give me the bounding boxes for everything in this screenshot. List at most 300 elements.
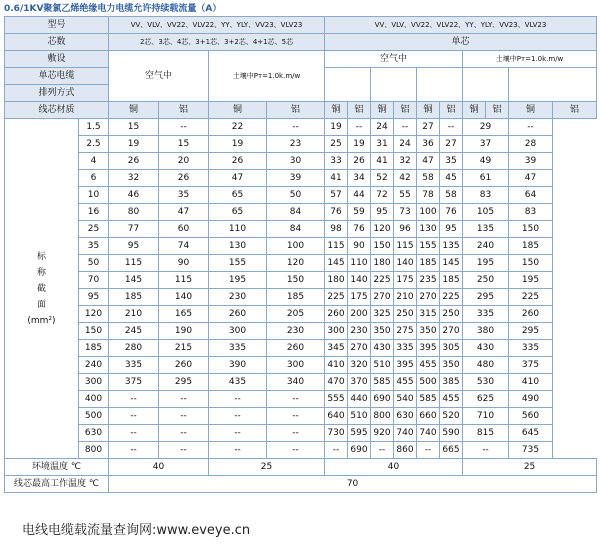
current-value: 28 [509, 136, 553, 153]
current-value: 36 [417, 136, 440, 153]
cross-section-value: 240 [79, 357, 109, 374]
current-value: 24 [371, 119, 394, 136]
current-value: 95 [440, 221, 463, 238]
arrangement-diagram-2 [371, 68, 417, 102]
table-row [5, 204, 597, 221]
footer-note: 电线电缆载流量查询网:www.eveye.cn [22, 523, 251, 538]
current-value: 115 [394, 238, 417, 255]
aluminum-label: 铝 [394, 102, 417, 119]
current-value: 585 [371, 374, 394, 391]
current-value: -- [325, 442, 348, 459]
current-value: 240 [463, 238, 509, 255]
table-row [5, 306, 597, 323]
current-value: 35 [440, 153, 463, 170]
current-value: 375 [109, 374, 159, 391]
arrangement-diagram-4 [463, 68, 509, 102]
arrangement-label-1: 单芯电缆 [5, 68, 109, 85]
current-value: 19 [109, 136, 159, 153]
copper-label: 铜 [325, 102, 348, 119]
current-value: 150 [371, 238, 394, 255]
ambient-row [5, 459, 597, 476]
current-value: 225 [509, 289, 553, 306]
current-value: 64 [509, 187, 553, 204]
cross-section-value: 95 [79, 289, 109, 306]
current-value: 730 [325, 425, 348, 442]
cross-section-value: 300 [79, 374, 109, 391]
current-value: 595 [348, 425, 371, 442]
current-value: 510 [371, 357, 394, 374]
table-row [5, 119, 597, 136]
cores-right: 单芯 [325, 34, 597, 51]
current-value: 205 [267, 306, 325, 323]
current-value: 145 [109, 272, 159, 289]
cross-section-value: 120 [79, 306, 109, 323]
table-row [5, 136, 597, 153]
current-value: -- [440, 119, 463, 136]
cross-section-value: 1.5 [79, 119, 109, 136]
current-value: -- [159, 425, 209, 442]
current-value: 37 [463, 136, 509, 153]
aluminum-label: 铝 [553, 102, 597, 119]
current-value: 215 [159, 340, 209, 357]
table-row [5, 238, 597, 255]
current-value: 250 [463, 272, 509, 289]
current-value: 275 [394, 323, 417, 340]
copper-label: 铜 [463, 102, 486, 119]
current-value: 58 [417, 170, 440, 187]
current-value: 140 [348, 272, 371, 289]
table-row [5, 374, 597, 391]
ampacity-table [4, 16, 597, 493]
current-value: 410 [509, 374, 553, 391]
current-value: 295 [159, 374, 209, 391]
cross-section-value: 16 [79, 204, 109, 221]
current-value: 39 [267, 170, 325, 187]
current-value: 370 [348, 374, 371, 391]
cross-section-value: 70 [79, 272, 109, 289]
current-value: 58 [440, 187, 463, 204]
current-value: 410 [325, 357, 348, 374]
current-value: 740 [394, 425, 417, 442]
cross-section-value: 400 [79, 391, 109, 408]
current-value: 78 [417, 187, 440, 204]
ambient-value: 25 [209, 459, 325, 476]
current-value: 195 [209, 272, 267, 289]
ambient-label: 环境温度 ℃ [5, 459, 109, 476]
section-label-char: 截 [36, 283, 46, 294]
current-value: 33 [325, 153, 348, 170]
current-value: 76 [348, 221, 371, 238]
cross-section-value: 150 [79, 323, 109, 340]
current-value: -- [417, 442, 440, 459]
current-value: 645 [509, 425, 553, 442]
current-value: 395 [394, 357, 417, 374]
cross-section-value: 4 [79, 153, 109, 170]
current-value: 60 [159, 221, 209, 238]
current-value: 76 [440, 204, 463, 221]
current-value: 65 [209, 204, 267, 221]
ambient-value: 40 [109, 459, 209, 476]
model-right: VV、VLV、VV22、VLV22、YY、YLY、VV23、VLV23 [325, 17, 597, 34]
current-value: -- [109, 408, 159, 425]
cross-section-value: 6 [79, 170, 109, 187]
current-value: 32 [109, 170, 159, 187]
table-row [5, 153, 597, 170]
air-right: 空气中 [325, 51, 463, 68]
current-value: 455 [417, 357, 440, 374]
current-value: -- [109, 391, 159, 408]
current-value: 350 [371, 323, 394, 340]
current-value: 815 [463, 425, 509, 442]
current-value: 35 [159, 187, 209, 204]
current-value: 84 [267, 221, 325, 238]
table-row [5, 442, 597, 459]
copper-label: 铜 [109, 102, 159, 119]
ambient-value: 25 [463, 459, 597, 476]
current-value: 155 [417, 238, 440, 255]
cross-section-value: 500 [79, 408, 109, 425]
current-value: 150 [509, 221, 553, 238]
current-value: 225 [440, 289, 463, 306]
current-value: 49 [463, 153, 509, 170]
current-value: 210 [394, 289, 417, 306]
current-value: 19 [209, 136, 267, 153]
current-value: 640 [325, 408, 348, 425]
model-left: VV、VLV、VV22、VLV22、YY、YLY、VV23、VLV23 [109, 17, 325, 34]
current-value: 260 [209, 306, 267, 323]
current-value: 105 [463, 204, 509, 221]
current-value: 490 [509, 391, 553, 408]
current-value: -- [267, 425, 325, 442]
current-value: 73 [394, 204, 417, 221]
current-value: 83 [463, 187, 509, 204]
current-value: 335 [463, 306, 509, 323]
table-row [5, 340, 597, 357]
current-value: 100 [267, 238, 325, 255]
arrangement-diagram-3 [417, 68, 463, 102]
aluminum-label: 铝 [159, 102, 209, 119]
page-title: 0.6/1KV聚氯乙烯绝缘电力电缆允许持续载流量（A） [4, 4, 222, 14]
current-value: 740 [417, 425, 440, 442]
current-value: -- [267, 391, 325, 408]
current-value: 340 [267, 374, 325, 391]
current-value: 52 [371, 170, 394, 187]
current-value: 335 [209, 340, 267, 357]
current-value: 585 [417, 391, 440, 408]
current-value: 120 [267, 255, 325, 272]
table-row [5, 272, 597, 289]
current-value: 46 [109, 187, 159, 204]
current-value: 300 [209, 323, 267, 340]
table-row [5, 221, 597, 238]
current-value: 230 [267, 323, 325, 340]
max-temp-value: 70 [109, 476, 597, 493]
current-value: -- [463, 442, 509, 459]
current-value: 920 [371, 425, 394, 442]
header-row-cores [5, 34, 597, 51]
current-value: -- [159, 119, 209, 136]
cross-section-value: 185 [79, 340, 109, 357]
current-value: -- [267, 119, 325, 136]
current-value: 660 [417, 408, 440, 425]
current-value: 90 [159, 255, 209, 272]
header-row-laying [5, 51, 597, 68]
current-value: 295 [509, 323, 553, 340]
current-value: 455 [394, 374, 417, 391]
current-value: 31 [371, 136, 394, 153]
current-value: 350 [417, 323, 440, 340]
table-row [5, 425, 597, 442]
current-value: 175 [348, 289, 371, 306]
current-value: 150 [509, 255, 553, 272]
current-value: 42 [394, 170, 417, 187]
current-value: -- [109, 425, 159, 442]
current-value: -- [159, 408, 209, 425]
current-value: 270 [371, 289, 394, 306]
current-value: -- [209, 391, 267, 408]
current-value: 200 [348, 306, 371, 323]
current-value: 145 [325, 255, 348, 272]
current-value: 19 [325, 119, 348, 136]
current-value: -- [159, 391, 209, 408]
current-value: 95 [109, 238, 159, 255]
max-temp-label: 线芯最高工作温度 ℃ [5, 476, 109, 493]
current-value: 90 [348, 238, 371, 255]
current-value: 630 [394, 408, 417, 425]
current-value: 19 [348, 136, 371, 153]
section-label-char: (mm²) [27, 315, 56, 326]
current-value: 110 [209, 221, 267, 238]
current-value: 325 [371, 306, 394, 323]
current-value: 345 [325, 340, 348, 357]
air-left: 空气中 [109, 51, 209, 102]
current-value: 185 [109, 289, 159, 306]
current-value: 210 [109, 306, 159, 323]
cores-label: 芯数 [5, 34, 109, 51]
current-value: -- [348, 119, 371, 136]
current-value: 225 [325, 289, 348, 306]
current-value: 300 [267, 357, 325, 374]
current-value: 375 [509, 357, 553, 374]
current-value: 115 [325, 238, 348, 255]
table-row [5, 255, 597, 272]
current-value: -- [371, 442, 394, 459]
current-value: 230 [348, 323, 371, 340]
current-value: 260 [509, 306, 553, 323]
current-value: 230 [209, 289, 267, 306]
current-value: 130 [209, 238, 267, 255]
current-value: 135 [440, 238, 463, 255]
current-value: 500 [417, 374, 440, 391]
current-value: 45 [440, 170, 463, 187]
current-value: 120 [371, 221, 394, 238]
current-value: 530 [463, 374, 509, 391]
current-value: 76 [325, 204, 348, 221]
current-value: 140 [159, 289, 209, 306]
current-value: 115 [109, 255, 159, 272]
current-value: 32 [394, 153, 417, 170]
current-value: -- [209, 425, 267, 442]
cross-section-value: 10 [79, 187, 109, 204]
soil-left: 土壤中Pт=1.0k.m/w [209, 51, 325, 102]
current-value: 47 [159, 204, 209, 221]
current-value: 100 [417, 204, 440, 221]
current-value: 300 [325, 323, 348, 340]
current-value: 185 [509, 238, 553, 255]
cross-section-value: 800 [79, 442, 109, 459]
current-value: 520 [440, 408, 463, 425]
current-value: 23 [267, 136, 325, 153]
current-value: 22 [209, 119, 267, 136]
current-value: 15 [109, 119, 159, 136]
section-label [5, 119, 79, 459]
current-value: 295 [463, 289, 509, 306]
header-row-material [5, 102, 597, 119]
section-label-char: 称 [36, 267, 46, 278]
current-value: 47 [417, 153, 440, 170]
current-value: 435 [209, 374, 267, 391]
arrangement-diagram-1 [325, 68, 371, 102]
current-value: 690 [348, 442, 371, 459]
current-value: 270 [440, 323, 463, 340]
cross-section-value: 35 [79, 238, 109, 255]
ambient-value: 40 [325, 459, 463, 476]
arrangement-diagram-5 [509, 68, 597, 102]
copper-label: 铜 [371, 102, 394, 119]
current-value: 690 [371, 391, 394, 408]
table-row [5, 408, 597, 425]
cross-section-value: 50 [79, 255, 109, 272]
current-value: -- [159, 442, 209, 459]
current-value: 95 [371, 204, 394, 221]
material-label: 线芯材质 [5, 102, 109, 119]
current-value: 25 [325, 136, 348, 153]
current-value: 185 [267, 289, 325, 306]
current-value: 185 [440, 272, 463, 289]
current-value: 26 [348, 153, 371, 170]
current-value: 860 [394, 442, 417, 459]
current-value: -- [267, 442, 325, 459]
current-value: 270 [417, 289, 440, 306]
current-value: 83 [509, 204, 553, 221]
current-value: 185 [417, 255, 440, 272]
current-value: 195 [509, 272, 553, 289]
current-value: 135 [463, 221, 509, 238]
current-value: 96 [394, 221, 417, 238]
current-value: 115 [159, 272, 209, 289]
current-value: 440 [348, 391, 371, 408]
arrangement-label-2: 排列方式 [5, 85, 109, 102]
max-temp-row [5, 476, 597, 493]
table-row [5, 323, 597, 340]
current-value: 470 [325, 374, 348, 391]
table-row [5, 289, 597, 306]
current-value: 335 [109, 357, 159, 374]
current-value: 625 [463, 391, 509, 408]
current-value: 735 [509, 442, 553, 459]
current-value: 260 [325, 306, 348, 323]
current-value: 26 [109, 153, 159, 170]
table-row [5, 187, 597, 204]
current-value: 335 [394, 340, 417, 357]
current-value: 50 [267, 187, 325, 204]
current-value: 57 [325, 187, 348, 204]
current-value: 195 [463, 255, 509, 272]
current-value: 61 [463, 170, 509, 187]
aluminum-label: 铝 [348, 102, 371, 119]
current-value: 47 [209, 170, 267, 187]
current-value: 34 [348, 170, 371, 187]
current-value: 180 [325, 272, 348, 289]
current-value: 270 [348, 340, 371, 357]
laying-label: 敷设 [5, 51, 109, 68]
current-value: 59 [348, 204, 371, 221]
current-value: 190 [159, 323, 209, 340]
current-value: 260 [267, 340, 325, 357]
current-value: 30 [267, 153, 325, 170]
current-value: 140 [394, 255, 417, 272]
aluminum-label: 铝 [440, 102, 463, 119]
current-value: 665 [440, 442, 463, 459]
current-value: 175 [394, 272, 417, 289]
current-value: 39 [509, 153, 553, 170]
current-value: -- [209, 408, 267, 425]
current-value: 80 [109, 204, 159, 221]
current-value: 800 [371, 408, 394, 425]
section-label-char: 标 [36, 251, 46, 262]
current-value: 510 [348, 408, 371, 425]
current-value: 41 [325, 170, 348, 187]
section-label-char: 面 [36, 299, 46, 310]
current-value: 250 [394, 306, 417, 323]
table-row [5, 170, 597, 187]
current-value: 395 [417, 340, 440, 357]
model-label: 型号 [5, 17, 109, 34]
current-value: 305 [440, 340, 463, 357]
soil-right: 土壤中Pт=1.0k.m/w [463, 51, 597, 68]
current-value: 250 [440, 306, 463, 323]
current-value: 20 [159, 153, 209, 170]
current-value: 47 [509, 170, 553, 187]
aluminum-label: 铝 [486, 102, 509, 119]
current-value: 540 [394, 391, 417, 408]
table-row [5, 391, 597, 408]
current-value: 55 [394, 187, 417, 204]
current-value: 65 [209, 187, 267, 204]
current-value: 98 [325, 221, 348, 238]
current-value: 390 [209, 357, 267, 374]
table-row [5, 357, 597, 374]
current-value: 26 [159, 170, 209, 187]
current-value: 74 [159, 238, 209, 255]
current-value: 165 [159, 306, 209, 323]
current-value: -- [394, 119, 417, 136]
current-value: 29 [463, 119, 509, 136]
current-value: 455 [440, 391, 463, 408]
current-value: -- [109, 442, 159, 459]
current-value: 145 [440, 255, 463, 272]
current-value: 15 [159, 136, 209, 153]
current-value: 560 [509, 408, 553, 425]
current-value: 110 [348, 255, 371, 272]
current-value: 710 [463, 408, 509, 425]
current-value: 320 [348, 357, 371, 374]
current-value: 385 [440, 374, 463, 391]
current-value: 260 [159, 357, 209, 374]
current-value: 590 [440, 425, 463, 442]
current-value: 315 [417, 306, 440, 323]
current-value: 180 [371, 255, 394, 272]
